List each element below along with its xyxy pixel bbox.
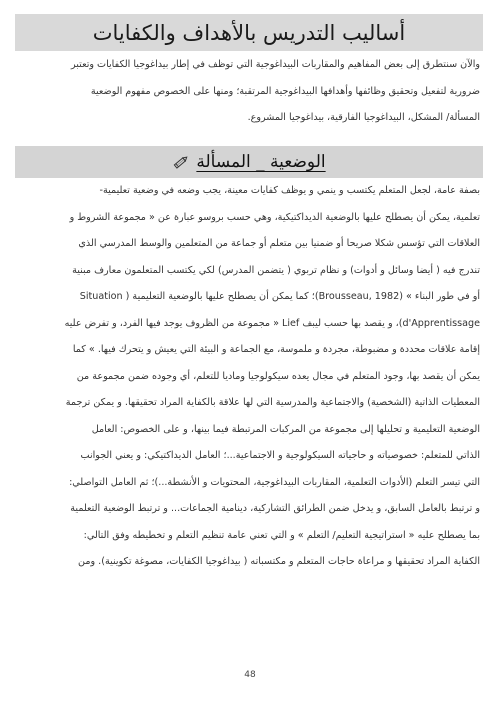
body-line: الكفاية المراد تحقيقها و مراعاة حاجات المتعلم و مكتسباته ( بيداغوجيا الكفايات، مصوغة تكوينية). ومن <box>78 556 480 567</box>
body-line: تعلمية، يمكن أن يصطلح عليها بالوضعية الديداكتيكية، وهي حسب بروسو عبارة عن « مجموعة الشروط و <box>69 211 480 223</box>
section-body <box>16 178 480 576</box>
body-line: بما يصطلح عليه « استراتيجية التعليم/ التعلم » و التي تعني عامة تنظيم التعلم و تخطيطه وفق التالي: <box>83 529 480 541</box>
title-banner <box>15 14 483 51</box>
body-line: يمكن أن يقصد بها، وجود المتعلم في مجال يعده سيكولوجيا وماديا للتعلم، أي وجوده ضمن مجموعة من <box>76 370 480 382</box>
body-line: أو في طور البناء » (Brousseau, 1982)؛ كما يمكن أن يصطلح عليها بالوضعية التعليمية ( Situation <box>79 291 480 302</box>
body-line: تندرج فيه ( أيضا وسائل و أدوات) و نظام تربوي ( يتضمن المدرس) لكي يكتسب المتعلمون معارف مبنية <box>72 264 480 276</box>
body-line: الوضعية التعليمية و تحليلها إلى مجموعة من المركبات المرتبطة فيما بينها، و على الخصوص: العامل <box>91 423 480 435</box>
intro-line: ضرورية لتفعيل وتحقيق وظائفها وأهدافها البيداغوجية المرتقبة؛ ومنها على الخصوص مفهوم الوضعية <box>90 85 480 97</box>
body-line: الذاتي للمتعلم: خصوصياته و حاجياته السيكولوجية و الاجتماعية...؛ العامل الديداكتيكي: و يعني الجوانب <box>80 450 480 461</box>
section-banner <box>15 146 483 178</box>
page-title: أساليب التدريس بالأهداف والكفايات <box>92 20 406 45</box>
body-line: إقامة علاقات محددة و مضبوطة، مجردة و ملموسة، مع الجماعة و البيئة التي يعيش و يتحرك فيها. » كما <box>72 344 480 355</box>
intro-line: والآن سنتطرق إلى بعض المفاهيم والمقاربات البيداغوجية التي توظف في إطار بيداغوجيا الكفايات وتعتبر <box>70 59 480 70</box>
pencil-icon <box>172 153 190 171</box>
body-line: d'Apprentissage)، و يقصد بها حسب ليبف Lief « مجموعة من الظروف يوجد فيها الفرد، و تفرض عليه <box>64 317 480 329</box>
page-number: 48 <box>244 670 256 680</box>
body-line: بصفة عامة، لجعل المتعلم يكتسب و ينمي و يوظف كفايات معينة، يجب وضعه في وضعية تعليمية- <box>99 185 480 196</box>
body-line: التي تيسر التعلم (الأدوات التعلمية، المقاربات البيداغوجية، المحتويات و الأنشطة...)؛ ثم العامل التواصلي: <box>69 476 480 488</box>
intro-paragraph <box>16 52 480 132</box>
section-title: الوضعية _ المسألة <box>196 152 326 172</box>
body-line: العلاقات التي تؤسس شكلا صريحا أو ضمنيا بين متعلم أو جماعة من المتعلمين والوسط المدرسي الذي <box>78 238 480 249</box>
body-line: و ترتبط بالعامل السابق، و يدخل ضمن الطرائق التشاركية، دينامية الجماعات... و ترتبط الوضعية التعلمية <box>70 503 480 514</box>
body-line: المعطيات الذاتية (الشخصية) والاجتماعية والمدرسية التي لها علاقة بالكفاية المراد تحقيقها. و يمكن ترجمة <box>65 397 480 408</box>
intro-line: المسألة/ المشكل، البيداغوجيا الفارقية، بيداغوجيا المشروع. <box>247 112 480 123</box>
